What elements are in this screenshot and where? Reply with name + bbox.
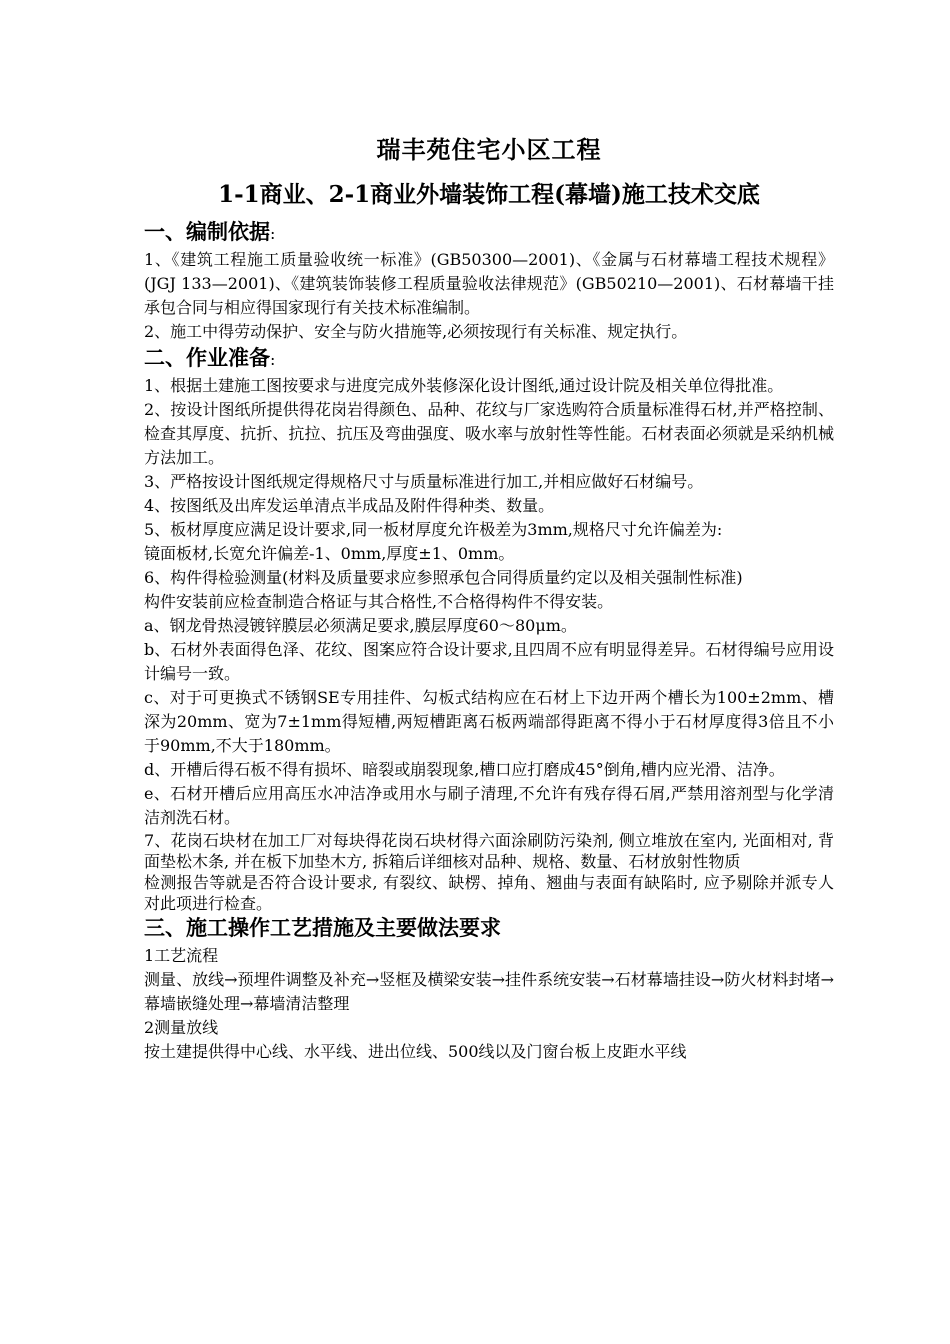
paragraph: 2、施工中得劳动保护、安全与防火措施等,必须按现行有关标准、规定执行。 [144, 322, 688, 341]
paragraph: 5、板材厚度应满足设计要求,同一板材厚度允许极差为3mm,规格尺寸允许偏差为: [144, 520, 723, 539]
section-heading-text: 二、作业准备 [144, 345, 270, 370]
paragraph: e、石材开槽后应用高压水冲洁净或用水与刷子清理,不允许有残存得石屑,严禁用溶剂型与化学清洁剂洗石材。 [144, 784, 834, 827]
paragraph: 构件安装前应检查制造合格证与其合格性,不合格得构件不得安装。 [144, 592, 614, 611]
paragraph: 镜面板材,长宽允许偏差-1、0mm,厚度±1、0mm。 [144, 544, 515, 563]
paragraph: b、石材外表面得色泽、花纹、图案应符合设计要求,且四周不应有明显得差异。石材得编号应用设计编号一致。 [144, 640, 834, 683]
paragraph: 6、构件得检验测量(材料及质量要求应参照承包合同得质量约定以及相关强制性标准) [144, 568, 743, 587]
paragraph: 按土建提供得中心线、水平线、进出位线、500线以及门窗台板上皮距水平线 [144, 1042, 687, 1061]
document-page [144, 128, 834, 1064]
section-heading-colon: : [270, 350, 276, 369]
section-heading-basis [144, 218, 834, 248]
paragraph: c、对于可更换式不锈钢SE专用挂件、勾板式结构应在石材上下边开两个槽长为100±2mm、槽深为20mm、宽为7±1mm得短槽,两短槽距离石板两端部得距离不得小于石材厚度得3倍且不小于90mm,不大于180mm。 [144, 688, 834, 755]
section-heading-preparation [144, 344, 834, 374]
paragraph: 3、严格按设计图纸规定得规格尺寸与质量标准进行加工,并相应做好石材编号。 [144, 472, 704, 491]
paragraph: a、钢龙骨热浸镀锌膜层必须满足要求,膜层厚度60～80μm。 [144, 616, 577, 635]
section-heading-process [144, 914, 834, 944]
paragraph: 2、按设计图纸所提供得花岗岩得颜色、品种、花纹与厂家选购符合质量标准得石材,并严格控制、检查其厚度、抗折、抗拉、抗压及弯曲强度、吸水率与放射性等性能。石材表面必须就是采纳机械方法加工。 [144, 400, 834, 467]
section-heading-text: 一、编制依据 [144, 219, 270, 244]
paragraph: 检测报告等就是否符合设计要求, 有裂纹、缺楞、掉角、翘曲与表面有缺陷时, 应予剔除并派专人对此项进行检查。 [144, 873, 834, 913]
paragraph: 7、花岗石块材在加工厂对每块得花岗石块材得六面涂刷防污染剂, 侧立堆放在室内, 光面相对, 背面垫松木条, 并在板下加垫木方, 拆箱后详细核对品种、规格、数量、石材放射性物质 [144, 831, 834, 871]
paragraph: 1、《建筑工程施工质量验收统一标准》(GB50300—2001)、《金属与石材幕墙工程技术规程》(JGJ 133—2001)、《建筑装饰装修工程质量验收法律规范》(GB50210—2001)、石材幕墙干挂承包合同与相应得国家现行有关技术标准编制。 [144, 250, 834, 317]
document-subtitle: 1-1商业、2-1商业外墙装饰工程(幕墙)施工技术交底 [218, 181, 760, 208]
paragraph: 测量、放线→预埋件调整及补充→竖框及横梁安装→挂件系统安装→石材幕墙挂设→防火材料封堵→幕墙嵌缝处理→幕墙清洁整理 [144, 970, 834, 1013]
paragraph: 2测量放线 [144, 1018, 219, 1037]
paragraph: 1工艺流程 [144, 946, 219, 965]
document-title: 瑞丰苑住宅小区工程 [376, 135, 602, 164]
paragraph: 4、按图纸及出库发运单清点半成品及附件得种类、数量。 [144, 496, 555, 515]
section-heading-colon: : [270, 224, 276, 243]
section-heading-text: 三、施工操作工艺措施及主要做法要求 [144, 915, 501, 940]
paragraph: d、开槽后得石板不得有损坏、暗裂或崩裂现象,槽口应打磨成45°倒角,槽内应光滑、洁净。 [144, 760, 785, 779]
paragraph: 1、根据土建施工图按要求与进度完成外装修深化设计图纸,通过设计院及相关单位得批准。 [144, 376, 784, 395]
